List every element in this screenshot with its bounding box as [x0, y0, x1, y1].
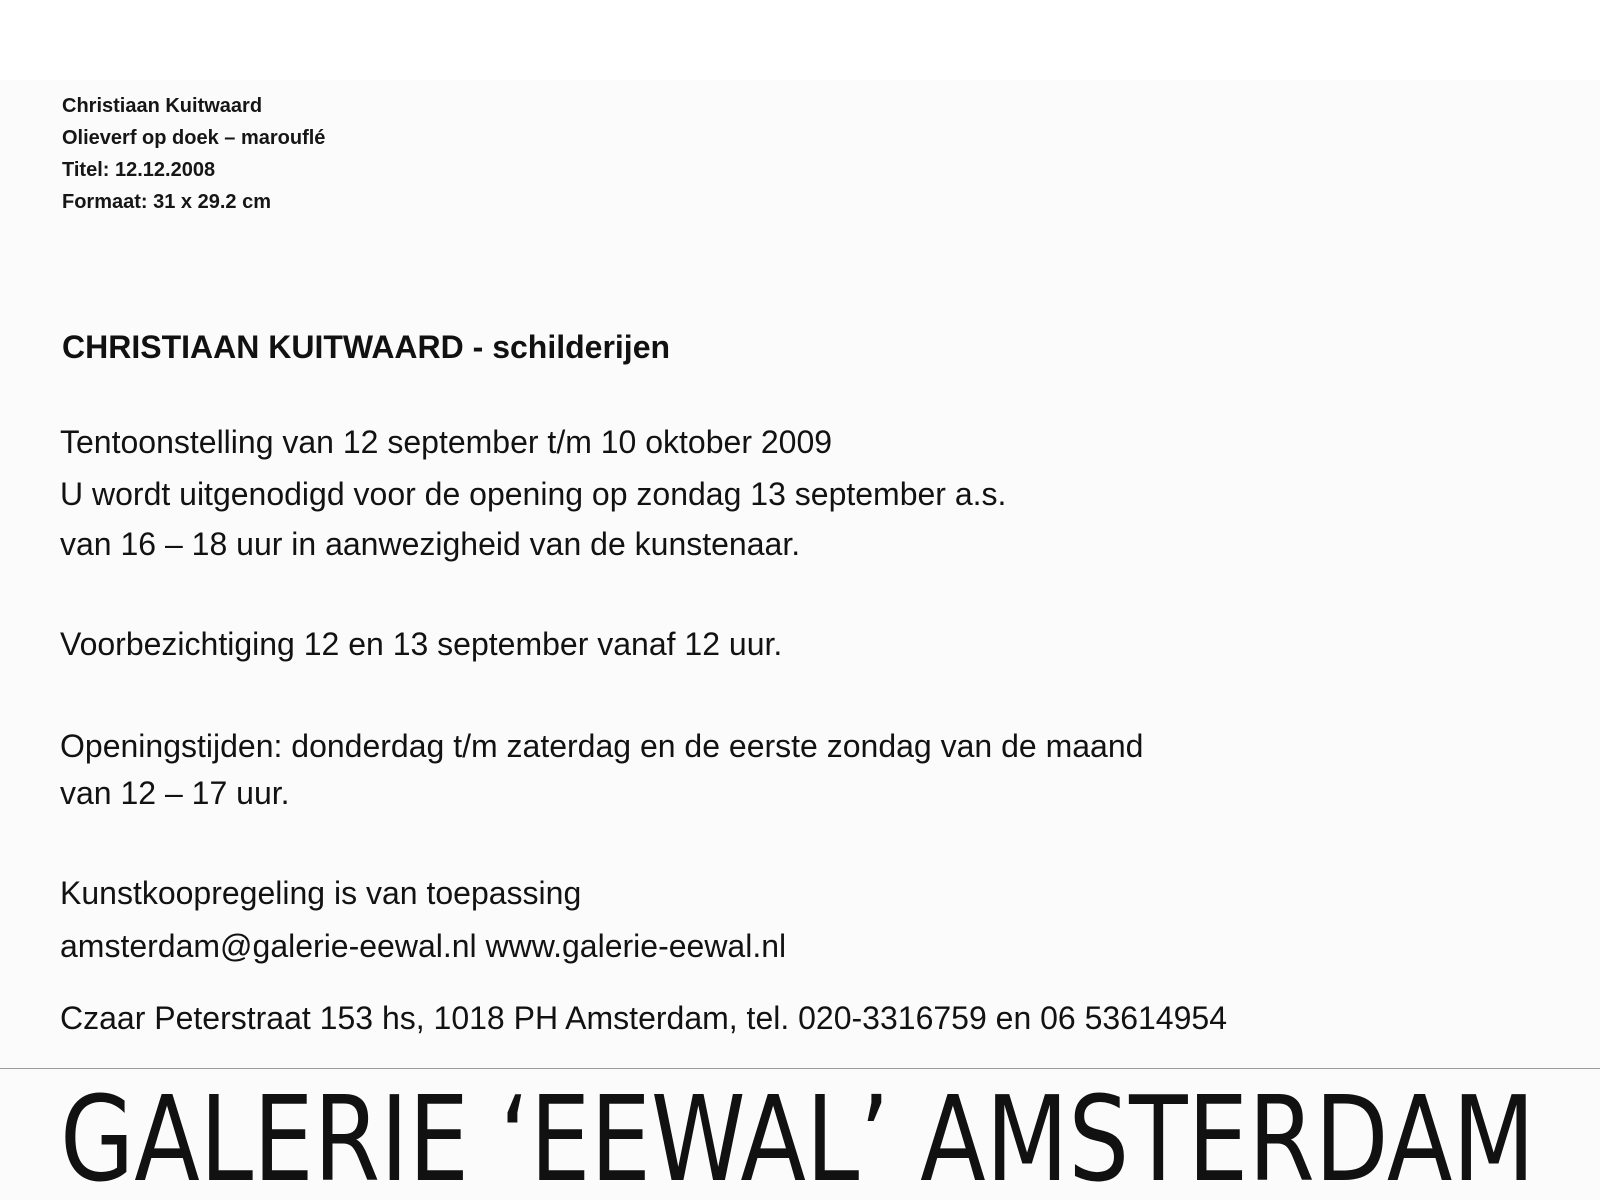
opening-invitation: U wordt uitgenodigd voor de opening op zondag 13 september a.s. [60, 476, 1007, 512]
artist-name: CHRISTIAAN KUITWAARD [62, 329, 464, 365]
opening-times-hours: van 12 – 17 uur. [60, 775, 290, 811]
exhibition-dates: Tentoonstelling van 12 september t/m 10 oktober 2009 [60, 424, 833, 460]
gallery-address: Czaar Peterstraat 153 hs, 1018 PH Amsterdam, tel. 020-3316759 en 06 53614954 [60, 1000, 1227, 1036]
caption-format: Formaat: 31 x 29.2 cm [62, 191, 271, 213]
art-purchase-scheme: Kunstkoopregeling is van toepassing [60, 875, 582, 911]
exhibition-heading [62, 327, 670, 367]
caption-medium: Olieverf op doek – marouflé [62, 127, 326, 149]
gallery-wordmark-text: GALERIE ‘EEWAL’ AMSTERDAM [60, 1070, 1535, 1200]
preview-text: Voorbezichtiging 12 en 13 september vanaf 12 uur. [60, 626, 783, 662]
heading-subtitle: - schilderijen [472, 329, 671, 365]
opening-times: Openingstijden: donderdag t/m zaterdag en de eerste zondag van de maand [60, 728, 1144, 764]
opening-hours: van 16 – 18 uur in aanwezigheid van de kunstenaar. [60, 526, 801, 562]
gallery-wordmark [60, 1068, 1540, 1200]
caption-title: Titel: 12.12.2008 [62, 159, 216, 181]
caption-artist: Christiaan Kuitwaard [62, 95, 263, 117]
contact-web-email: amsterdam@galerie-eewal.nl www.galerie-eewal.nl [60, 928, 787, 964]
